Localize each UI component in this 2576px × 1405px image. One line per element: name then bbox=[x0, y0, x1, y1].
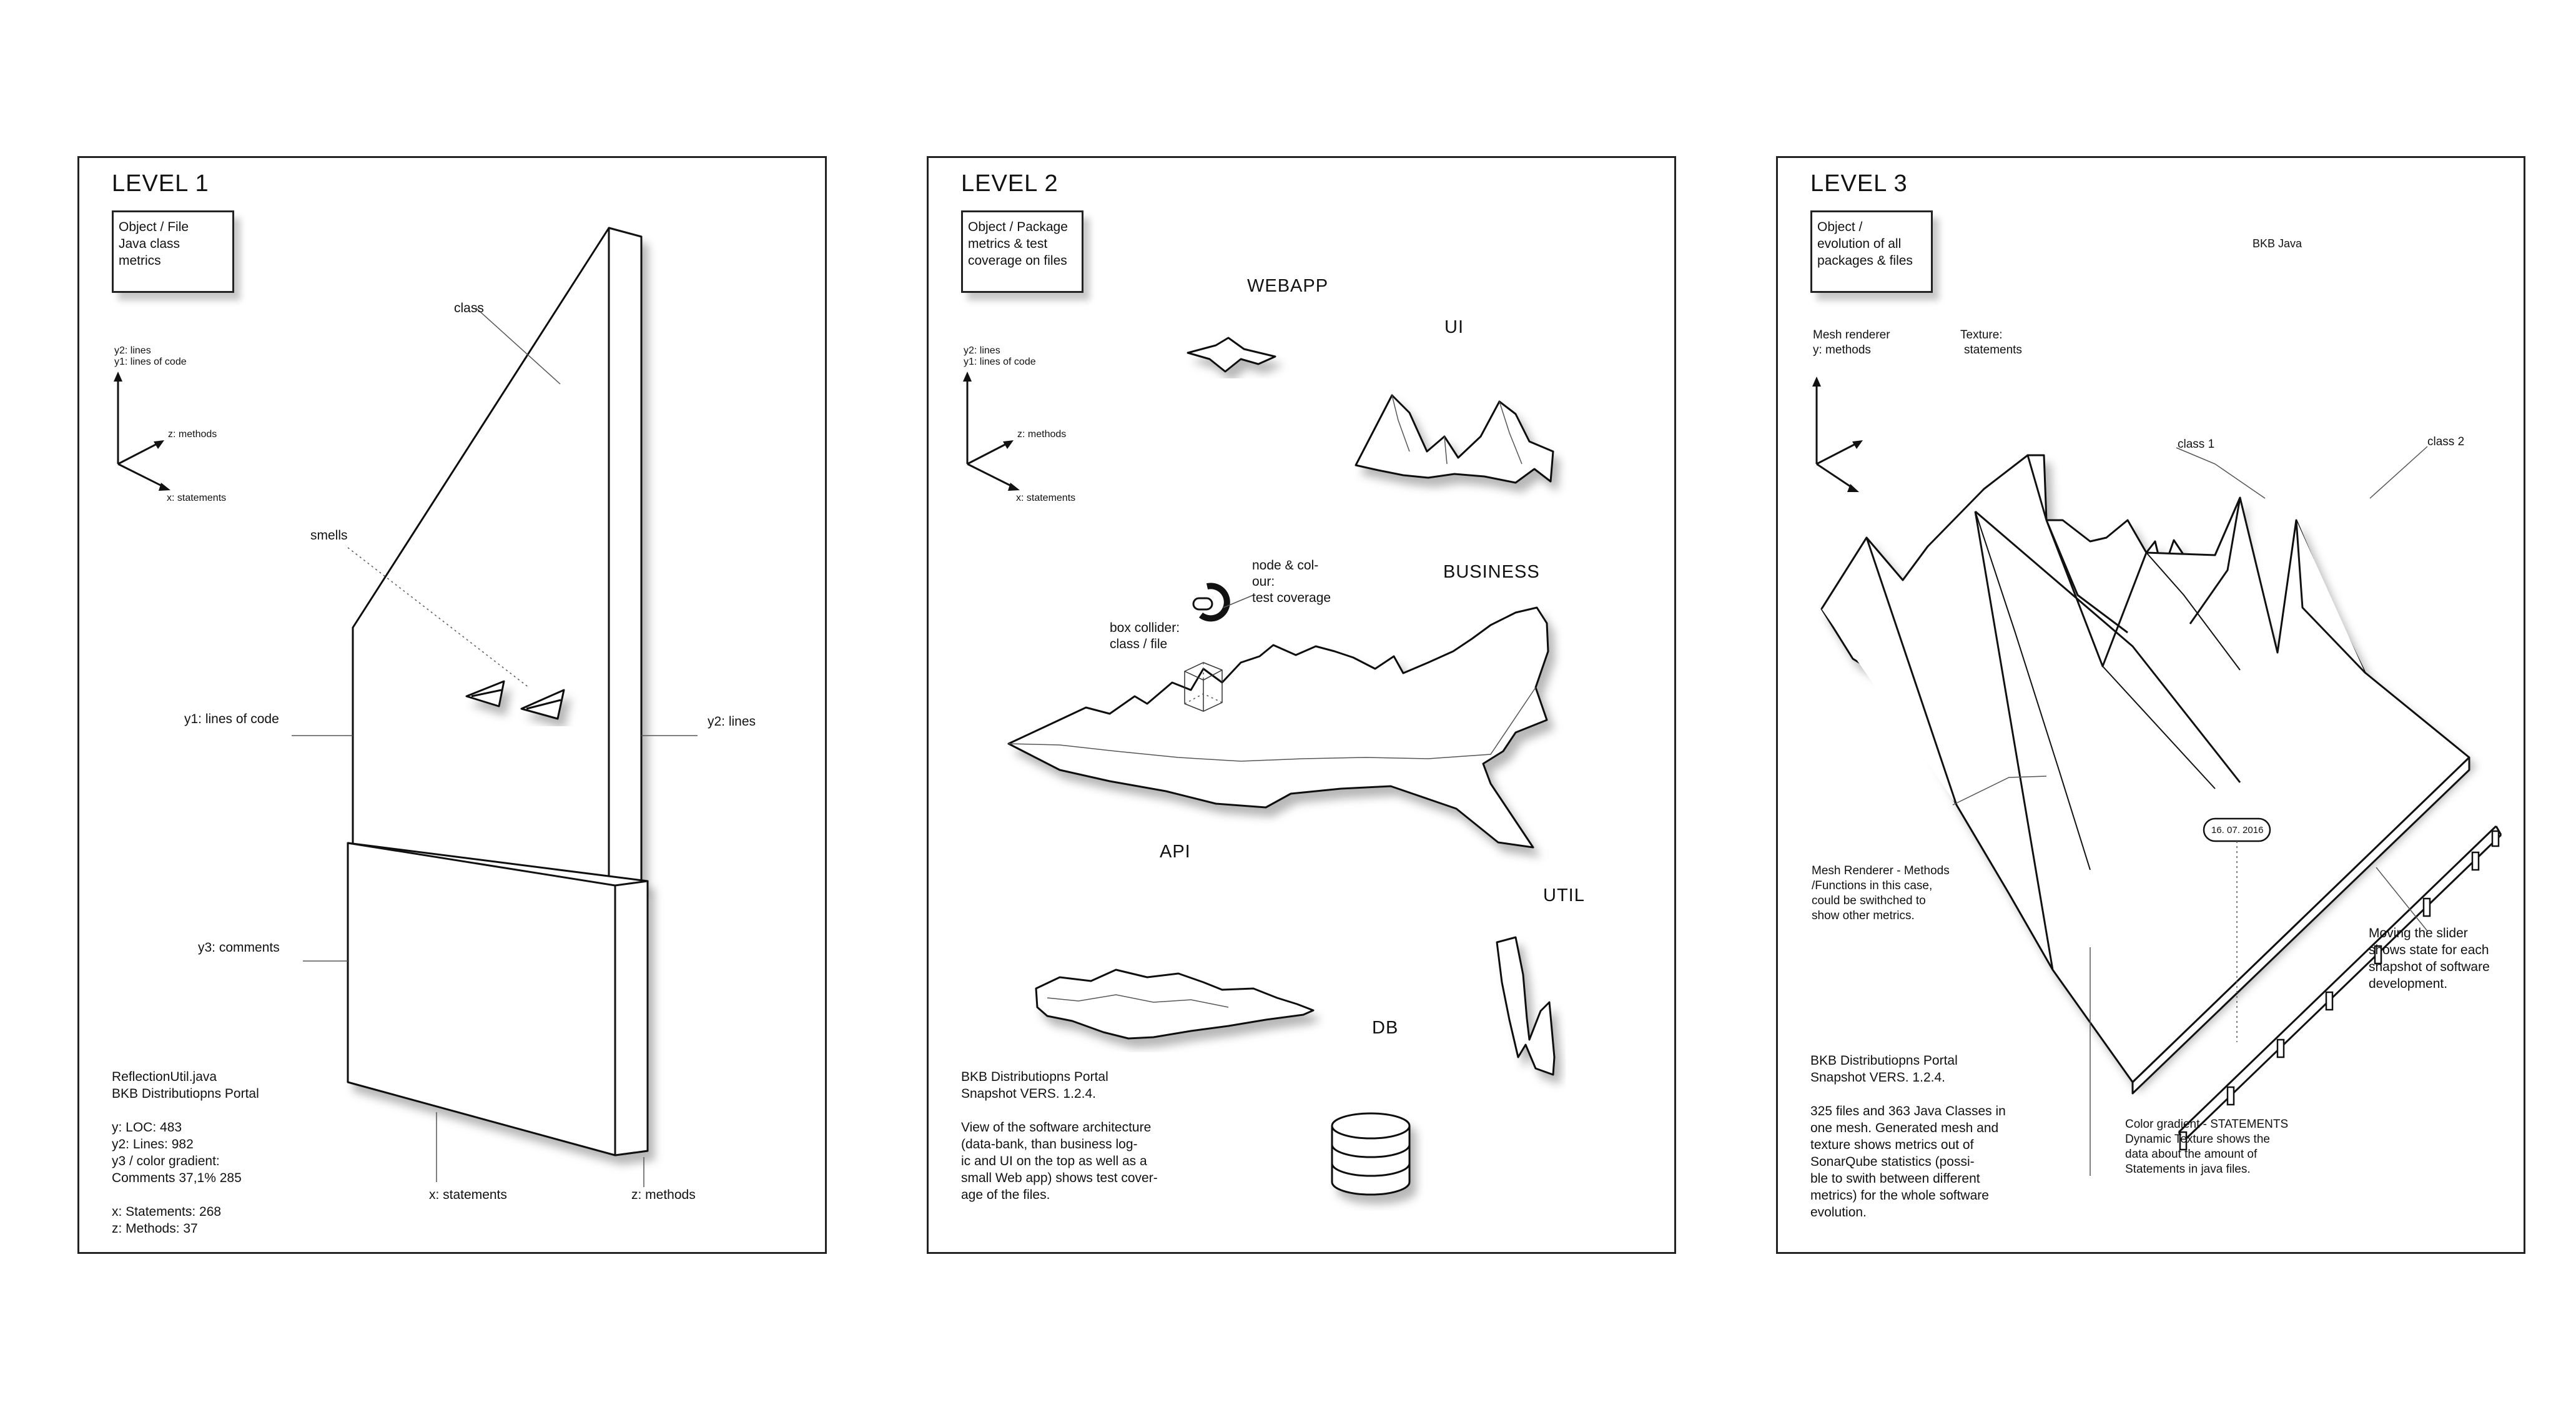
class2-label: class 2 bbox=[2427, 435, 2465, 448]
note-line: development. bbox=[2369, 977, 2448, 991]
y2-label: y2: lines bbox=[708, 714, 756, 729]
info-line: y2: Lines: 982 bbox=[112, 1137, 194, 1151]
info-line: Comments 37,1% 285 bbox=[112, 1171, 242, 1185]
node-colour-label bbox=[1252, 558, 1331, 606]
label-line: node & col- bbox=[1252, 558, 1319, 573]
label-line: Mesh renderer bbox=[1813, 328, 1890, 342]
util-mesh bbox=[1497, 937, 1554, 1075]
info-line: SonarQube statistics (possi- bbox=[1810, 1155, 1975, 1169]
info-line bbox=[1810, 1086, 2006, 1103]
object-box-line: metrics bbox=[119, 254, 161, 268]
info-line: x: Statements: 268 bbox=[112, 1205, 222, 1219]
business-mesh bbox=[1009, 608, 1548, 847]
axis-label-y2: y2: lines bbox=[964, 345, 1000, 356]
date-badge: 16. 07. 2016 bbox=[2211, 825, 2264, 836]
level1-info bbox=[112, 1068, 259, 1237]
info-line: ic and UI on the top as well as a bbox=[961, 1154, 1147, 1168]
box-collider-label bbox=[1110, 620, 1180, 653]
info-line: small Web app) shows test cover- bbox=[961, 1171, 1158, 1185]
mesh-renderer-label bbox=[1813, 328, 1890, 358]
level2-info bbox=[961, 1068, 1158, 1203]
api-mesh bbox=[1036, 970, 1313, 1038]
info-line bbox=[961, 1102, 1158, 1119]
info-line: y3 / color gradient: bbox=[112, 1154, 220, 1168]
axis-label-x: x: statements bbox=[1016, 493, 1076, 503]
class1-label: class 1 bbox=[2178, 438, 2215, 451]
info-line: age of the files. bbox=[961, 1188, 1050, 1202]
axis-label-y2: y2: lines bbox=[114, 345, 151, 356]
info-line: z: Methods: 37 bbox=[112, 1221, 198, 1236]
note-line: Dynamic Texture shows the bbox=[2125, 1133, 2270, 1146]
info-line: evolution. bbox=[1810, 1205, 1867, 1220]
package-ui: UI bbox=[1444, 317, 1464, 337]
node-icon bbox=[1193, 586, 1227, 618]
info-line: (data-bank, than business log- bbox=[961, 1137, 1138, 1151]
level2-panel bbox=[927, 156, 1676, 1254]
info-line: metrics) for the whole software bbox=[1810, 1188, 1989, 1203]
note-line: Moving the slider bbox=[2369, 926, 2468, 940]
bkb-java-label: BKB Java bbox=[2253, 237, 2302, 250]
label-line: Texture: bbox=[1960, 328, 2003, 342]
info-line: y: LOC: 483 bbox=[112, 1120, 182, 1135]
comments-block bbox=[348, 843, 648, 1155]
package-webapp: WEBAPP bbox=[1247, 276, 1329, 296]
x-label: x: statements bbox=[429, 1188, 507, 1202]
object-box-line: Object / Package bbox=[968, 220, 1068, 234]
level1-panel bbox=[77, 156, 827, 1254]
info-line bbox=[112, 1102, 259, 1119]
y3-label: y3: comments bbox=[198, 940, 280, 955]
axis-label-z: z: methods bbox=[1017, 429, 1067, 440]
level3-info bbox=[1810, 1052, 2006, 1221]
info-line: ReflectionUtil.java bbox=[112, 1070, 217, 1084]
package-business: BUSINESS bbox=[1443, 562, 1540, 582]
info-line: one mesh. Generated mesh and bbox=[1810, 1121, 1999, 1135]
info-line: Snapshot VERS. 1.2.4. bbox=[961, 1087, 1096, 1101]
object-box-line: packages & files bbox=[1817, 254, 1913, 268]
note-line: show other metrics. bbox=[1812, 909, 1915, 922]
webapp-mesh bbox=[1188, 338, 1275, 372]
axis-label-y1: y1: lines of code bbox=[114, 357, 187, 367]
smells-label: smells bbox=[310, 528, 348, 543]
note-line: shows state for each bbox=[2369, 943, 2489, 957]
label-line: class / file bbox=[1110, 637, 1168, 651]
z-label: z: methods bbox=[631, 1188, 696, 1202]
class-label: class bbox=[454, 301, 484, 315]
info-line bbox=[112, 1186, 259, 1203]
note-line: data about the amount of bbox=[2125, 1148, 2258, 1161]
note-line: could be swithched to bbox=[1812, 894, 1926, 907]
axis-label-x: x: statements bbox=[167, 493, 227, 503]
label-line: our: bbox=[1252, 574, 1275, 589]
object-box-line: Object / File bbox=[119, 220, 189, 234]
info-line: ble to swith between different bbox=[1810, 1171, 1980, 1186]
note-line: Mesh Renderer - Methods bbox=[1812, 864, 1950, 877]
y1-label: y1: lines of code bbox=[184, 712, 279, 726]
ui-mesh bbox=[1356, 395, 1553, 483]
info-line: texture shows metrics out of bbox=[1810, 1138, 1974, 1152]
axis-label-z: z: methods bbox=[168, 429, 217, 440]
object-box-line: metrics & test bbox=[968, 237, 1048, 251]
package-api: API bbox=[1160, 842, 1191, 862]
level3-panel bbox=[1776, 156, 2525, 1254]
axis-label-y1: y1: lines of code bbox=[964, 357, 1036, 367]
mesh-renderer-note bbox=[1812, 864, 1950, 924]
level1-title: LEVEL 1 bbox=[112, 170, 209, 197]
info-line: BKB Distributiopns Portal bbox=[961, 1070, 1108, 1084]
class-tower-side bbox=[609, 228, 641, 887]
info-line: Snapshot VERS. 1.2.4. bbox=[1810, 1070, 1945, 1085]
label-line: y: methods bbox=[1813, 343, 1871, 357]
info-line: 325 files and 363 Java Classes in bbox=[1810, 1104, 2006, 1118]
package-db: DB bbox=[1372, 1018, 1399, 1038]
comments-block-side bbox=[615, 881, 648, 1155]
note-line: Color gradient - STATEMENTS bbox=[2125, 1118, 2289, 1131]
note-line: Statements in java files. bbox=[2125, 1163, 2251, 1176]
evolution-mesh bbox=[1822, 455, 2469, 1093]
note-line: /Functions in this case, bbox=[1812, 879, 1933, 892]
info-line: BKB Distributiopns Portal bbox=[112, 1087, 259, 1101]
object-box-line: Object / bbox=[1817, 220, 1863, 234]
slider-note bbox=[2369, 925, 2490, 992]
texture-label bbox=[1960, 328, 2022, 358]
label-line: box collider: bbox=[1110, 621, 1180, 635]
db-icon bbox=[1332, 1113, 1409, 1195]
info-line: View of the software architecture bbox=[961, 1120, 1152, 1135]
info-line: BKB Distributiopns Portal bbox=[1810, 1053, 1958, 1068]
package-util: UTIL bbox=[1543, 885, 1585, 905]
axis-icon bbox=[963, 372, 1020, 491]
color-gradient-note bbox=[2125, 1117, 2288, 1177]
level2-title: LEVEL 2 bbox=[961, 170, 1059, 197]
label-line: statements bbox=[1964, 343, 2022, 357]
axis-icon bbox=[1812, 377, 1863, 492]
object-box-line: Java class bbox=[119, 237, 180, 251]
level3-title: LEVEL 3 bbox=[1810, 170, 1908, 197]
object-box-line: evolution of all bbox=[1817, 237, 1902, 251]
object-box-line: coverage on files bbox=[968, 254, 1067, 268]
note-line: snapshot of software bbox=[2369, 960, 2490, 974]
axis-icon bbox=[114, 372, 170, 491]
label-line: test coverage bbox=[1252, 591, 1331, 605]
